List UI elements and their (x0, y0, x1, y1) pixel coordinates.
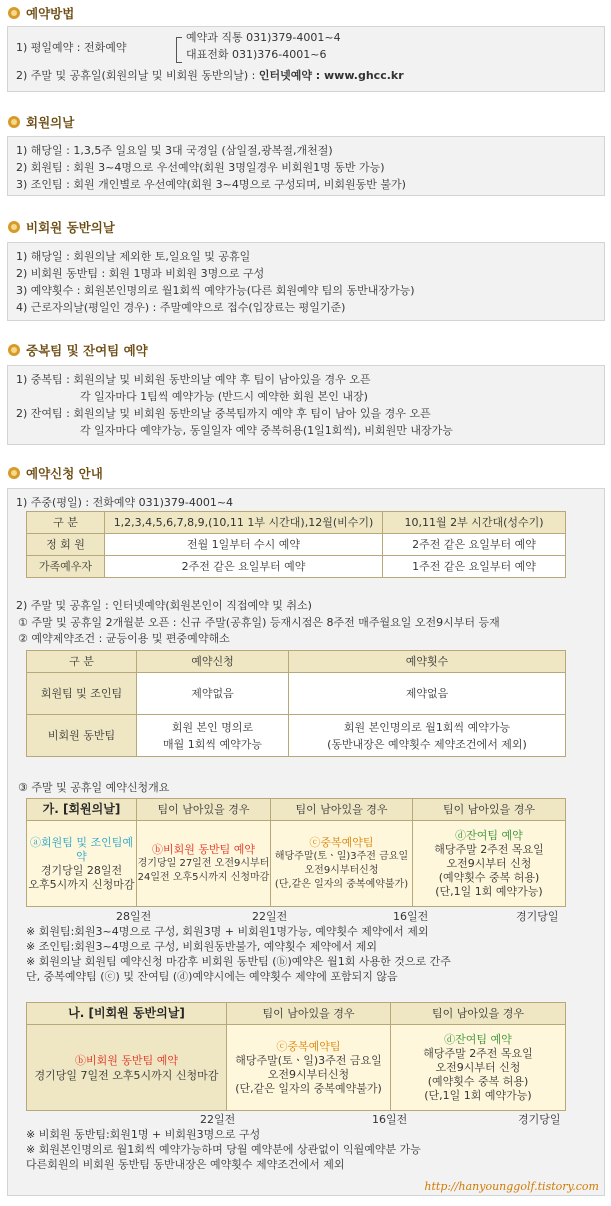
bracket-icon (176, 37, 182, 63)
circle-bullet-icon (8, 344, 20, 356)
section-title-reservation-guide: 예약신청 안내 (8, 464, 103, 482)
circle-bullet-icon (8, 116, 20, 128)
reservation-guide-box: 1) 주중(평일) : 전화예약 031)379-4001~4 구 분 1,2,3,4,5,6,7,8,9,(10,11 1부 시간대),12월(비수기) 10,11월 2부 시간대(성수기) 정 회 원 전월 1일부터 수시 예약 2주전 같은 요일부터 예약 가족예우자 2주전 같은 요일부터 예약 1주전 같은 요일부터 예약 2) 주말 및 공휴일 : 인터넷예약(회원본인이 직접예약 및 취소) ① 주말 및 공휴일 2개월분 오픈 : 신규 주말(공휴일) 등재시점은 8주전 매주월요일 오전9시부터 등재 ② 예약제약조건 : 균등이용 및 편중예약해소 구 분 예약신청 예약횟수 회원팀 및 조인팀 제약없음 제약없음 비회원 동반팀 회원 본인 명의로 매월 1회씩 예약가능 회원 본인명의로 월1회씩 예약가능 (동반내장은 예약횟수 제약조건에서 제외) ③ 주말 및 공휴일 예약신청개요 가. [회원의날] 팀이 남아있을 경우 팀이 남아있을 경우 팀이 남아있을 경우 ⓐ회원팀 및 조인팀예약 경기당일 28일전 오후5시까지 신청마감 ⓑ비회원 동반팀 예약 경기당일 27일전 오전9시부터 24일전 오후5시까지 신청마감 ⓒ중복예약팀 해당주말(토ㆍ일)3주전 금요일 오전9시부터신청 (단,같은 일자의 중복예약불가) ⓓ잔여팀 예약 해당주말 2주전 목요일 오전9시부터 신청 (예약횟수 중복 허용) (단,1일 1회 예약가능) 28일전 22일전 16일전 경기당일 ※ 회원팀:회원3~4명으로 구성, 회원3명 + 비회원1명가능, 예약횟수 제약에서 제외 ※ 조인팀:회원3~4명으로 구성, 비회원동반불가, 예약횟수 제약에서 제외 ※ 회원의날 회원팀 예약신청 마감후 비회원 동반팀 (ⓑ)예약은 월1회 사용한 것으로 간주 단, 중복예약팀 (ⓒ) 및 잔여팀 (ⓓ)예약시에는 예약횟수 제약에 포함되지 않음 나. [비회원 동반의날] 팀이 남아있을 경우 팀이 남아있을 경우 ⓑ비회원 동반팀 예약 경기당일 7일전 오후5시까지 신청마감 ⓒ중복예약팀 해당주말(토ㆍ일)3주전 금요일 오전9시부터신청 (단,같은 일자의 중복예약불가) ⓓ잔여팀 예약 해당주말 2주전 목요일 오전9시부터 신청 (예약횟수 중복 허용) (단,1일 1회 예약가능) 22일전 16일전 경기당일 ※ 비회원 동반팀:회원1명 + 비회원3명으로 구성 ※ 회원본인명의로 월1회씩 예약가능하며 당월 예약분에 상관없이 익월예약분 가능 다른회원의 비회원 동반팀 동반내장은 예약횟수 제약조건에서 제외 (7, 488, 605, 1196)
weekday-reservation-table: 구 분 1,2,3,4,5,6,7,8,9,(10,11 1부 시간대),12월(비수기) 10,11월 2부 시간대(성수기) 정 회 원 전월 1일부터 수시 예약 2주전 같은 요일부터 예약 가족예우자 2주전 같은 요일부터 예약 1주전 같은 요일부터 예약 (26, 511, 566, 578)
member-day-box: 1) 해당일 : 1,3,5주 일요일 및 3대 국경일 (삼일절,광복절,개천절) 2) 회원팀 : 회원 3~4명으로 우선예약(회원 3명일경우 비회원1명 동반 가능) 3) 조인팀 : 회원 개인별로 우선예약(회원 3~4명으로 구성되며, 비회원동반 불가) (7, 136, 605, 196)
member-day-schedule-table: 가. [회원의날] 팀이 남아있을 경우 팀이 남아있을 경우 팀이 남아있을 경우 ⓐ회원팀 및 조인팀예약 경기당일 28일전 오후5시까지 신청마감 ⓑ비회원 동반팀 예약 경기당일 27일전 오전9시부터 24일전 오후5시까지 신청마감 ⓒ중복예약팀 해당주말(토ㆍ일)3주전 금요일 오전9시부터신청 (단,같은 일자의 중복예약불가) ⓓ잔여팀 예약 해당주말 2주전 목요일 오전9시부터 신청 (예약횟수 중복 허용) (단,1일 1회 예약가능) (26, 798, 566, 907)
guest-day-schedule-table: 나. [비회원 동반의날] 팀이 남아있을 경우 팀이 남아있을 경우 ⓑ비회원 동반팀 예약 경기당일 7일전 오후5시까지 신청마감 ⓒ중복예약팀 해당주말(토ㆍ일)3주전 금요일 오전9시부터신청 (단,같은 일자의 중복예약불가) ⓓ잔여팀 예약 해당주말 2주전 목요일 오전9시부터 신청 (예약횟수 중복 허용) (단,1일 1회 예약가능) (26, 1002, 566, 1111)
duplicate-remaining-box: 1) 중복팀 : 회원의날 및 비회원 동반의날 예약 후 팀이 남아있을 경우 오픈 각 일자마다 1팀씩 예약가능 (반드시 예약한 회원 본인 내장) 2) 잔여팀 : 회원의날 및 비회원 동반의날 중복팀까지 예약 후 팀이 남아 있을 경우 오픈 각 일자마다 예약가능, 동일일자 예약 중복허용(1일1회씩), 비회원만 내장가능 (7, 365, 605, 445)
section-title-duplicate-remaining: 중복팀 및 잔여팀 예약 (8, 341, 148, 359)
section-title-guest-day: 비회원 동반의날 (8, 218, 115, 236)
section-title-reservation-method: 예약방법 (8, 4, 74, 22)
reservation-method-box: 1) 평일예약 : 전화예약 예약과 직통 031)379-4001~4 대표전화 031)376-4001~6 2) 주말 및 공휴일(회원의날 및 비회원 동반의날) : 인터넷예약 : www.ghcc.kr (7, 26, 605, 92)
circle-bullet-icon (8, 467, 20, 479)
circle-bullet-icon (8, 221, 20, 233)
guest-day-box: 1) 해당일 : 회원의날 제외한 토,일요일 및 공휴일 2) 비회원 동반팀 : 회원 1명과 비회원 3명으로 구성 3) 예약횟수 : 회원본인명의로 월1회씩 예약가능(다른 회원예약 팀의 동반내장가능) 4) 근로자의날(평일인 경우) : 주말예약으로 접수(입장료는 평일기준) (7, 242, 605, 321)
circle-bullet-icon (8, 7, 20, 19)
reservation-limit-table: 구 분 예약신청 예약횟수 회원팀 및 조인팀 제약없음 제약없음 비회원 동반팀 회원 본인 명의로 매월 1회씩 예약가능 회원 본인명의로 월1회씩 예약가능 (동반내장은 예약횟수 제약조건에서 제외) (26, 650, 566, 757)
section-title-member-day: 회원의날 (8, 113, 74, 131)
blog-credit-link[interactable]: http://hanyounggolf.tistory.com (424, 1180, 599, 1193)
